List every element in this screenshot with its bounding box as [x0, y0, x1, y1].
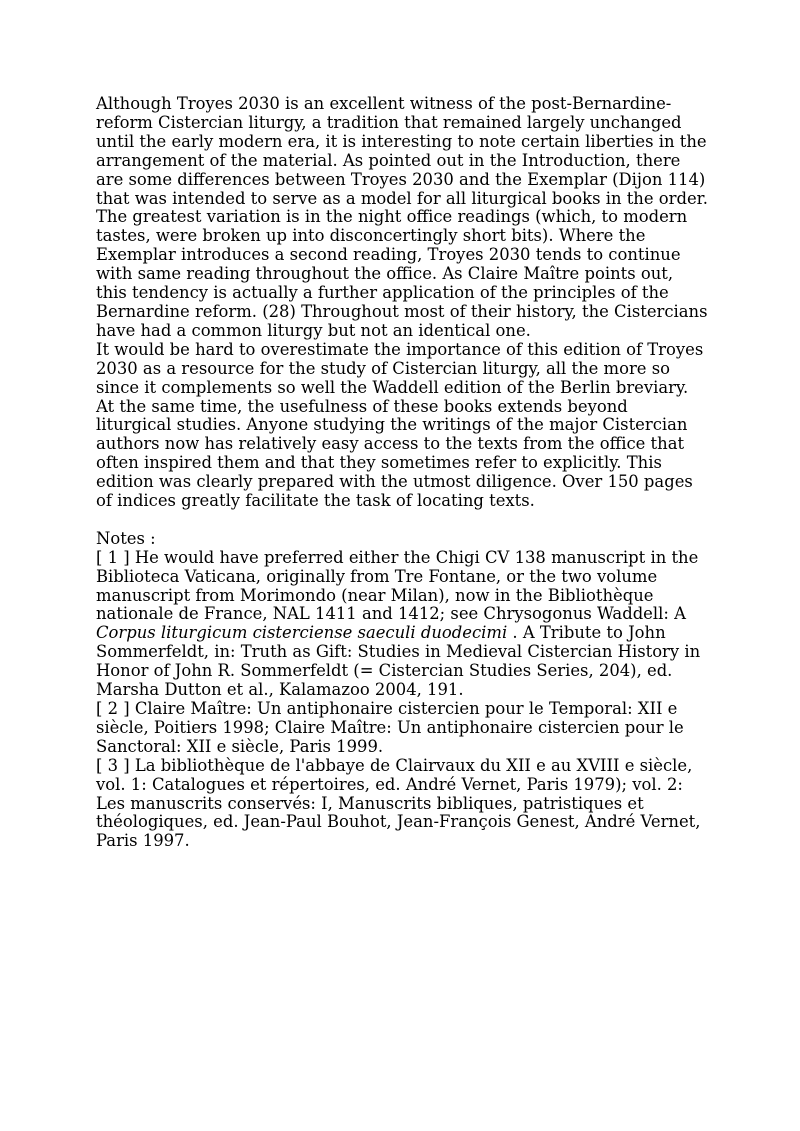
document-page	[96, 95, 708, 851]
body-paragraph-1: Although Troyes 2030 is an excellent witness of the post-Bernardine-reform Cistercian liturgy, a tradition that remained largely unchanged until the early modern era, it is interesting to note certain liberties in the arrangement of the material. As pointed out in the Introduction, there are some differences between Troyes 2030 and the Exemplar (Dijon 114) that was intended to serve as a model for all liturgical books in the order. The greatest variation is in the night office readings (which, to modern tastes, were broken up into disconcertingly short bits). Where the Exemplar introduces a second reading, Troyes 2030 tends to continue with same reading throughout the office. As Claire Maître points out, this tendency is actually a further application of the principles of the Bernardine reform. (28) Throughout most of their history, the Cistercians have had a common liturgy but not an identical one.	[96, 94, 708, 340]
paragraph-spacer	[96, 511, 708, 530]
footnote-1-text-before: [ 1 ] He would have preferred either the Chigi CV 138 manuscript in the Biblioteca Vaticana, originally from Tre Fontane, or the two volume manuscript from Morimondo (near Milan), now in the Bibliothèque nationale de France, NAL 1411 and 1412; see Chrysogonus Waddell: A	[96, 547, 699, 624]
footnote-1-text-after: . A Tribute to John Sommerfeldt, in: Truth as Gift: Studies in Medieval Cistercian History in Honor of John R. Sommerfeldt (= Cistercian Studies Series, 204), ed. Marsha Dutton et al., Kalamazoo 2004, 191.	[96, 623, 701, 700]
footnote-1-italic-title: Corpus liturgicum cisterciense saeculi duodecimi	[96, 623, 508, 643]
footnote-1	[96, 549, 708, 700]
footnote-2: [ 2 ] Claire Maître: Un antiphonaire cistercien pour le Temporal: XII e siècle, Poitiers 1998; Claire Maître: Un antiphonaire cistercien pour le Sanctoral: XII e siècle, Paris 1999.	[96, 698, 684, 756]
body-paragraph-2: It would be hard to overestimate the importance of this edition of Troyes 2030 as a resource for the study of Cistercian liturgy, all the more so since it complements so well the Waddell edition of the Berlin breviary. At the same time, the usefulness of these books extends beyond liturgical studies. Anyone studying the writings of the major Cistercian authors now has relatively easy access to the texts from the office that often inspired them and that they sometimes refer to explicitly. This edition was clearly prepared with the utmost diligence. Over 150 pages of indices greatly facilitate the task of locating texts.	[96, 339, 704, 511]
notes-heading: Notes :	[96, 528, 156, 548]
footnote-3: [ 3 ] La bibliothèque de l'abbaye de Clairvaux du XII e au XVIII e siècle, vol. 1: Catalogues et répertoires, ed. André Vernet, Paris 1979); vol. 2: Les manuscrits conservés: I, Manuscrits bibliques, patristiques et théologiques, ed. Jean-Paul Bouhot, Jean-François Genest, André Vernet, Paris 1997.	[96, 755, 701, 851]
